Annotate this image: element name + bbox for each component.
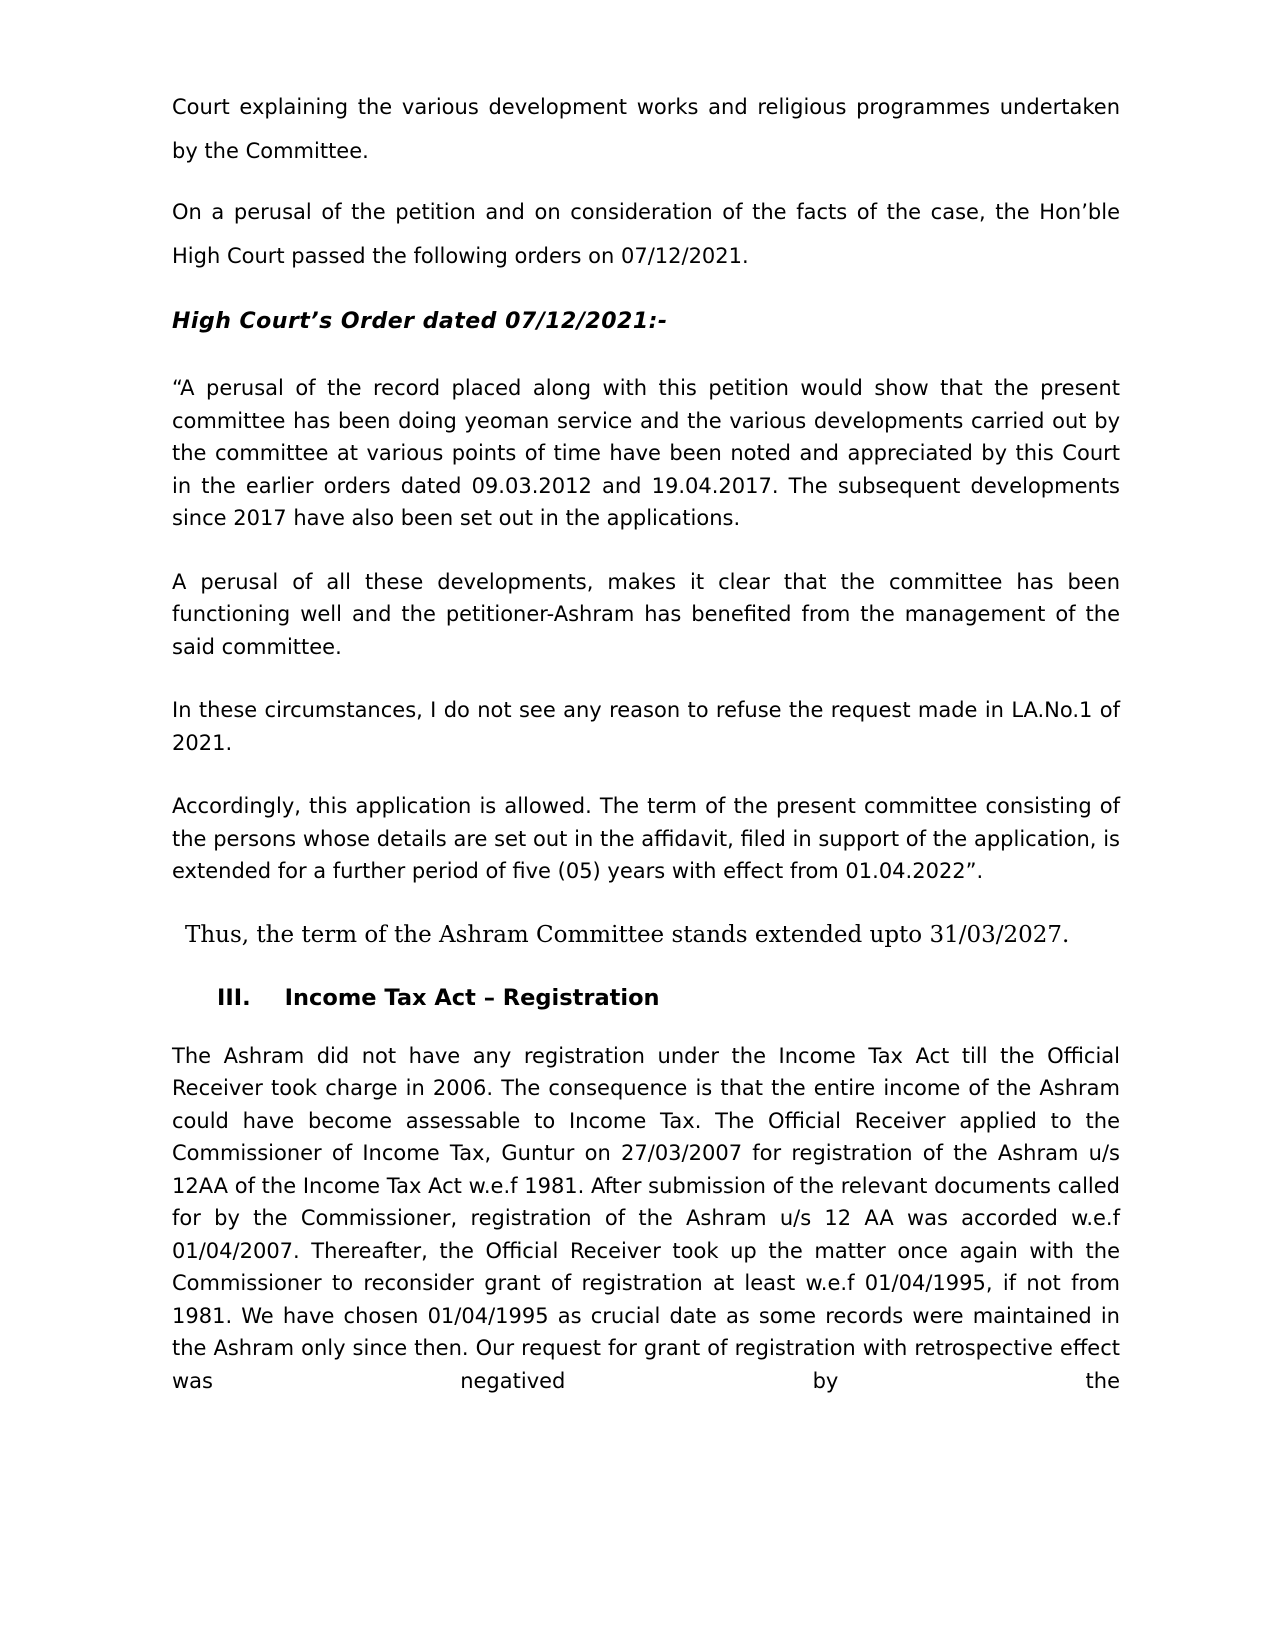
order-quote-paragraph-3: In these circumstances, I do not see any reason to refuse the request made in LA.No.1 of 2021. [172,698,1120,755]
paragraph-intro: On a perusal of the petition and on consideration of the facts of the case, the Hon’ble High Court passed the following orders on 07/12/2021. [172,200,1120,268]
section-number: III. [217,984,251,1011]
conclusion-line: Thus, the term of the Ashram Committee stands extended upto 31/03/2027. [185,921,1070,948]
order-heading: High Court’s Order dated 07/12/2021:- [172,309,668,334]
order-quote-paragraph-4: Accordingly, this application is allowed. The term of the present committee consisting of the persons whose details are set out in the affidavit, filed in support of the application, is extended for a further period of five (05) years with effect from 01.04.2022”. [172,794,1120,883]
order-quote-paragraph-1: “A perusal of the record placed along with this petition would show that the present committee has been doing yeoman service and the various developments carried out by the committee at various points of time have been noted and appreciated by this Court in the earlier orders dated 09.03.2012 and 19.04.2017. The subsequent developments since 2017 have also been set out in the applications. [172,376,1120,530]
order-quote-paragraph-2: A perusal of all these developments, makes it clear that the committee has been functioning well and the petitioner-Ashram has benefited from the management of the said committee. [172,569,1120,659]
section-heading [217,983,1120,1013]
paragraph-income-tax: The Ashram did not have any registration under the Income Tax Act till the Official Receiver took charge in 2006. The consequence is that the entire income of the Ashram could have become assessable to Income Tax. The Official Receiver applied to the Commissioner of Income Tax, Guntur on 27/03/2007 for registration of the Ashram u/s 12AA of the Income Tax Act w.e.f 1981. After submission of the relevant documents called for by the Commissioner, registration of the Ashram u/s 12 AA was accorded w.e.f 01/04/2007. Thereafter, the Official Receiver took up the matter once again with the Commissioner to reconsider grant of registration at least w.e.f 01/04/1995, if not from 1981. We have chosen 01/04/1995 as crucial date as some records were maintained in the Ashram only since then. Our request for grant of registration with retrospective effect was negatived by the [172,1043,1120,1393]
paragraph-continuation: Court explaining the various development works and religious programmes undertaken by the Committee. [172,95,1120,163]
section-label: Income Tax Act – Registration [284,984,660,1011]
